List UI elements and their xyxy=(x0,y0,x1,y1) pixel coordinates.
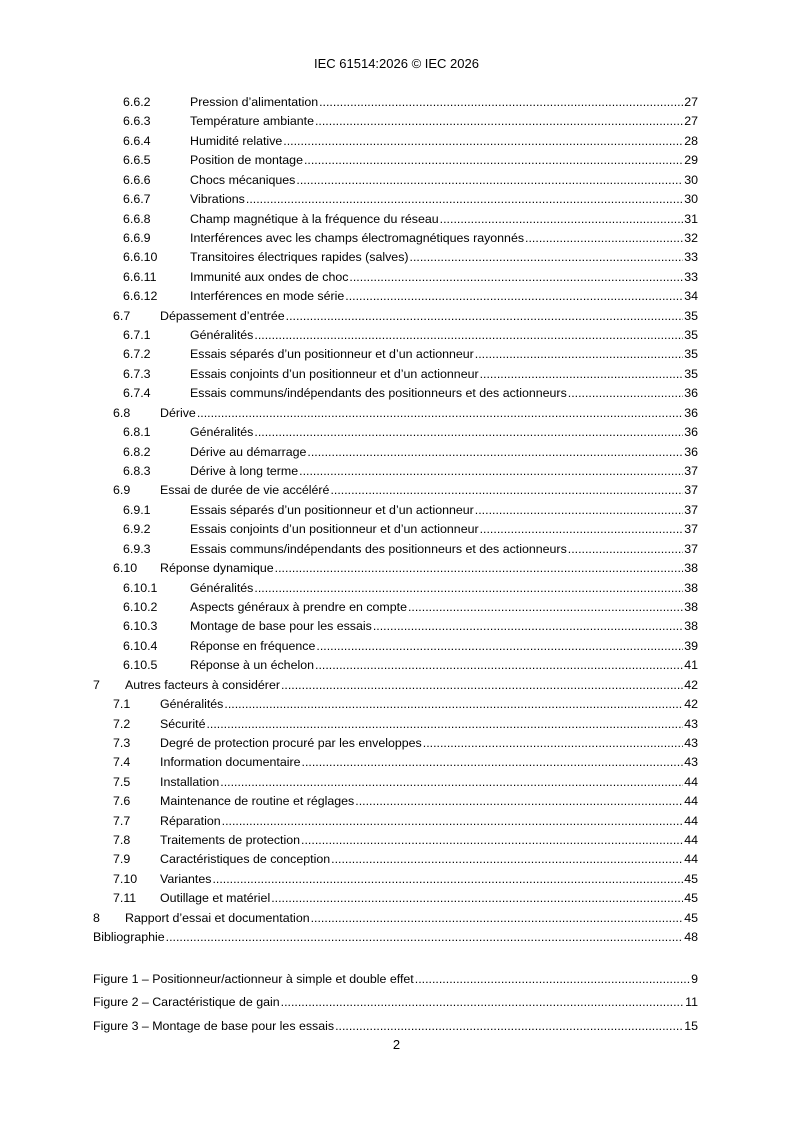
dot-leader xyxy=(311,909,684,928)
toc-entry[interactable] xyxy=(93,501,698,520)
dot-leader xyxy=(316,637,683,656)
dot-leader xyxy=(525,229,683,248)
toc-entry-page: 43 xyxy=(684,755,698,770)
dot-leader xyxy=(475,345,683,364)
dot-leader xyxy=(349,268,683,287)
toc-entry[interactable] xyxy=(93,850,698,869)
toc-entry-page: 44 xyxy=(684,833,698,848)
toc-entry-page: 34 xyxy=(684,289,698,304)
dot-leader xyxy=(302,753,684,772)
toc-entry-title: Essais conjoints d’un positionneur et d’un actionneur xyxy=(190,366,479,381)
toc-entry-title: Dérive à long terme xyxy=(190,464,299,479)
toc-entry[interactable] xyxy=(93,190,698,209)
dot-leader xyxy=(415,968,690,992)
toc-entry-page: 31 xyxy=(684,211,698,226)
toc-entry[interactable] xyxy=(93,617,698,636)
page-number: 2 xyxy=(392,1037,401,1052)
toc-entry-page: 45 xyxy=(684,910,698,925)
toc-entry-number: 6.7 xyxy=(113,308,131,323)
dot-leader xyxy=(568,384,683,403)
toc-entry-page: 27 xyxy=(684,95,698,109)
toc-entry-number: 6.10.2 xyxy=(123,599,158,614)
dot-leader xyxy=(281,676,683,695)
toc-entry[interactable] xyxy=(93,345,698,364)
dot-leader xyxy=(220,773,683,792)
toc-entry[interactable] xyxy=(93,928,698,947)
toc-entry-title: Essais communs/indépendants des positionneurs et des actionneurs xyxy=(190,541,567,556)
toc-entry-title: Autres facteurs à considérer xyxy=(125,677,280,692)
dot-leader xyxy=(224,695,683,714)
toc-entry-number: 7.10 xyxy=(113,871,138,886)
toc-entry-page: 35 xyxy=(684,366,698,381)
toc-entry[interactable] xyxy=(93,151,698,170)
toc-entry-title: Réparation xyxy=(160,813,221,828)
toc-entry-page: 29 xyxy=(684,153,698,168)
dot-leader xyxy=(206,715,683,734)
toc-entry-title: Pression d’alimentation xyxy=(190,95,319,109)
toc-entry-title: Variantes xyxy=(160,871,212,886)
dot-leader xyxy=(222,812,684,831)
list-of-figures xyxy=(93,968,698,1039)
toc-entry-number: 6.9 xyxy=(113,483,131,498)
figure-entry-page: 9 xyxy=(691,971,698,986)
toc-entry-page: 38 xyxy=(684,599,698,614)
toc-entry-number: 6.6.9 xyxy=(123,230,151,245)
dot-leader xyxy=(475,501,683,520)
toc-entry-number: 6.9.1 xyxy=(123,502,151,517)
toc-entry-title: Bibliographie xyxy=(93,930,165,945)
figure-entry-title: Figure 3 – Montage de base pour les essais xyxy=(93,1018,335,1033)
dot-leader xyxy=(254,423,683,442)
toc-entry-number: 7.2 xyxy=(113,716,131,731)
toc-entry-title: Montage de base pour les essais xyxy=(190,619,372,634)
toc-entry[interactable] xyxy=(93,112,698,131)
toc-entry-page: 37 xyxy=(684,522,698,537)
toc-entry[interactable] xyxy=(93,540,698,559)
toc-entry-page: 42 xyxy=(684,677,698,692)
toc-entry-title: Position de montage xyxy=(190,153,303,168)
dot-leader xyxy=(275,559,684,578)
toc-entry[interactable] xyxy=(93,676,698,695)
figure-entry[interactable] xyxy=(93,1015,698,1039)
toc-entry-title: Généralités xyxy=(190,425,254,440)
toc-entry-title: Réponse en fréquence xyxy=(190,638,316,653)
toc-entry-page: 30 xyxy=(684,172,698,187)
toc-entry[interactable] xyxy=(93,637,698,656)
toc-entry-title: Installation xyxy=(160,774,220,789)
toc-entry-page: 30 xyxy=(684,192,698,207)
toc-entry-number: 7 xyxy=(93,677,100,692)
toc-entry-title: Généralités xyxy=(160,697,224,712)
toc-entry-page: 44 xyxy=(684,852,698,867)
toc-entry-page: 45 xyxy=(684,891,698,906)
toc-entry-number: 7.6 xyxy=(113,794,131,809)
dot-leader xyxy=(254,326,683,345)
toc-entry-title: Traitements de protection xyxy=(160,833,301,848)
toc-entry-number: 6.6.11 xyxy=(123,269,157,284)
toc-entry-title: Immunité aux ondes de choc xyxy=(190,269,349,284)
figure-entry[interactable] xyxy=(93,968,698,992)
toc-entry-number: 6.9.2 xyxy=(123,522,151,537)
dot-leader xyxy=(281,991,684,1015)
figure-entry-page: 11 xyxy=(685,995,698,1010)
toc-entry[interactable] xyxy=(93,248,698,267)
toc-entry[interactable] xyxy=(93,870,698,889)
toc-entry[interactable] xyxy=(93,481,698,500)
toc-entry[interactable] xyxy=(93,443,698,462)
toc-entry-page: 37 xyxy=(684,483,698,498)
toc-entry-title: Essais conjoints d’un positionneur et d’un actionneur xyxy=(190,522,479,537)
toc-entry[interactable] xyxy=(93,734,698,753)
toc-entry[interactable] xyxy=(93,520,698,539)
toc-entry-title: Essais communs/indépendants des positionneurs et des actionneurs xyxy=(190,386,567,401)
toc-entry-number: 7.3 xyxy=(113,735,131,750)
toc-entry-title: Maintenance de routine et réglages xyxy=(160,794,355,809)
toc-entry-number: 6.6.8 xyxy=(123,211,151,226)
dot-leader xyxy=(212,870,683,889)
dot-leader xyxy=(254,579,683,598)
toc-entry-title: Température ambiante xyxy=(190,114,314,129)
toc-entry-title: Information documentaire xyxy=(160,755,301,770)
toc-entry-title: Outillage et matériel xyxy=(160,891,271,906)
toc-entry[interactable] xyxy=(93,715,698,734)
toc-entry[interactable] xyxy=(93,656,698,675)
toc-entry-page: 44 xyxy=(684,774,698,789)
toc-entry-title: Généralités xyxy=(190,328,254,343)
toc-entry[interactable] xyxy=(93,93,698,112)
toc-entry-page: 27 xyxy=(684,114,698,129)
toc-entry-page: 35 xyxy=(684,347,698,362)
toc-entry-page: 37 xyxy=(684,464,698,479)
figure-entry-title: Figure 2 – Caractéristique de gain xyxy=(93,995,280,1010)
toc-entry-page: 35 xyxy=(684,308,698,323)
toc-entry-title: Réponse dynamique xyxy=(160,561,274,576)
toc-entry[interactable] xyxy=(93,579,698,598)
toc-entry-number: 6.6.5 xyxy=(123,153,151,168)
toc-entry-title: Aspects généraux à prendre en compte xyxy=(190,599,407,614)
dot-leader xyxy=(299,462,683,481)
toc-entry-title: Interférences avec les champs électromagnétiques rayonnés xyxy=(190,230,525,245)
toc-entry-page: 41 xyxy=(684,658,698,673)
toc-entry[interactable] xyxy=(93,889,698,908)
toc-entry-title: Généralités xyxy=(190,580,254,595)
page-header xyxy=(0,56,793,72)
toc-entry[interactable] xyxy=(93,831,698,850)
toc-entry-number: 6.10 xyxy=(113,561,138,576)
toc-entry-title: Sécurité xyxy=(160,716,206,731)
toc-entry[interactable] xyxy=(93,812,698,831)
toc-entry-title: Rapport d’essai et documentation xyxy=(125,910,310,925)
toc-entry-title: Essai de durée de vie accéléré xyxy=(160,483,330,498)
toc-entry-number: 6.8.1 xyxy=(123,425,151,440)
toc-entry-title: Humidité relative xyxy=(190,133,283,148)
figure-entry-page: 15 xyxy=(684,1018,698,1033)
toc-entry-page: 39 xyxy=(684,638,698,653)
dot-leader xyxy=(440,210,684,229)
toc-entry[interactable] xyxy=(93,559,698,578)
dot-leader xyxy=(301,831,683,850)
toc-entry-page: 43 xyxy=(684,735,698,750)
toc-entry-number: 7.11 xyxy=(113,891,137,906)
toc-entry-number: 7.9 xyxy=(113,852,131,867)
toc-entry[interactable] xyxy=(93,753,698,772)
toc-entry-number: 7.5 xyxy=(113,774,131,789)
dot-leader xyxy=(166,928,684,947)
toc-entry[interactable] xyxy=(93,307,698,326)
toc-entry-number: 6.7.3 xyxy=(123,366,151,381)
toc-entry-number: 6.6.7 xyxy=(123,192,151,207)
toc-entry-number: 6.10.4 xyxy=(123,638,158,653)
toc-entry-page: 36 xyxy=(684,425,698,440)
toc-entry[interactable] xyxy=(93,792,698,811)
toc-entry-page: 48 xyxy=(684,930,698,945)
dot-leader xyxy=(410,248,684,267)
dot-leader xyxy=(315,656,683,675)
dot-leader xyxy=(304,151,683,170)
toc-entry-number: 7.7 xyxy=(113,813,131,828)
toc-entry-number: 7.1 xyxy=(113,697,131,712)
toc-entry-number: 6.8.3 xyxy=(123,464,151,479)
toc-entry[interactable] xyxy=(93,384,698,403)
toc-entry-title: Degré de protection procuré par les enveloppes xyxy=(160,735,422,750)
toc-entry-page: 43 xyxy=(684,716,698,731)
dot-leader xyxy=(355,792,683,811)
dot-leader xyxy=(330,481,683,500)
toc-entry[interactable] xyxy=(93,773,698,792)
toc-entry[interactable] xyxy=(93,268,698,287)
toc-entry[interactable] xyxy=(93,229,698,248)
toc-entry[interactable] xyxy=(93,695,698,714)
dot-leader xyxy=(271,889,683,908)
toc-entry-page: 38 xyxy=(684,580,698,595)
toc-entry-number: 6.6.10 xyxy=(123,250,158,265)
dot-leader xyxy=(480,520,684,539)
page-footer xyxy=(0,1037,793,1053)
toc-entry-page: 37 xyxy=(684,502,698,517)
toc-entry-title: Essais séparés d’un positionneur et d’un actionneur xyxy=(190,347,474,362)
toc-entry[interactable] xyxy=(93,210,698,229)
toc-entry-number: 6.6.6 xyxy=(123,172,151,187)
toc-entry-page: 33 xyxy=(684,269,698,284)
toc-entry-page: 37 xyxy=(684,541,698,556)
dot-leader xyxy=(319,93,683,112)
dot-leader xyxy=(480,365,684,384)
toc-entry-page: 38 xyxy=(684,561,698,576)
dot-leader xyxy=(197,404,683,423)
toc-entry-number: 6.8 xyxy=(113,405,131,420)
toc-entry-title: Interférences en mode série xyxy=(190,289,345,304)
toc-entry[interactable] xyxy=(93,326,698,345)
toc-entry-number: 6.7.4 xyxy=(123,386,151,401)
toc-entry-title: Chocs mécaniques xyxy=(190,172,296,187)
toc-entry[interactable] xyxy=(93,171,698,190)
toc-entry-title: Réponse à un échelon xyxy=(190,658,315,673)
toc-entry-page: 42 xyxy=(684,697,698,712)
toc-entry-number: 6.6.2 xyxy=(123,95,151,109)
toc-entry-number: 6.7.2 xyxy=(123,347,151,362)
toc-entry[interactable] xyxy=(93,287,698,306)
dot-leader xyxy=(345,287,683,306)
toc-entry-number: 8 xyxy=(93,910,100,925)
toc-entry-number: 6.6.4 xyxy=(123,133,151,148)
dot-leader xyxy=(423,734,683,753)
toc-entry-page: 33 xyxy=(684,250,698,265)
toc-entry[interactable] xyxy=(93,423,698,442)
toc-entry-title: Champ magnétique à la fréquence du réseau xyxy=(190,211,439,226)
toc-entry-number: 7.4 xyxy=(113,755,131,770)
toc-entry-page: 44 xyxy=(684,794,698,809)
toc-entry-title: Caractéristiques de conception xyxy=(160,852,331,867)
toc-entry-number: 7.8 xyxy=(113,833,131,848)
toc-entry-page: 28 xyxy=(684,133,698,148)
toc-entry-number: 6.6.12 xyxy=(123,289,158,304)
toc-entry[interactable] xyxy=(93,365,698,384)
toc-entry-number: 6.7.1 xyxy=(123,328,151,343)
dot-leader xyxy=(315,112,683,131)
toc-entry-number: 6.10.3 xyxy=(123,619,158,634)
toc-entry-page: 36 xyxy=(684,444,698,459)
dot-leader xyxy=(568,540,683,559)
toc-entry[interactable] xyxy=(93,598,698,617)
toc-entry-number: 6.9.3 xyxy=(123,541,151,556)
toc-entry[interactable] xyxy=(93,132,698,151)
dot-leader xyxy=(408,598,683,617)
toc-entry-number: 6.10.1 xyxy=(123,580,158,595)
toc-entry-number: 6.6.3 xyxy=(123,114,151,129)
toc-entry-page: 38 xyxy=(684,619,698,634)
toc-entry-title: Transitoires électriques rapides (salves) xyxy=(190,250,409,265)
toc-entry-title: Vibrations xyxy=(190,192,245,207)
dot-leader xyxy=(335,1015,683,1039)
figure-entry[interactable] xyxy=(93,991,698,1015)
document-title: IEC 61514:2026 © IEC 2026 xyxy=(314,56,479,71)
toc-entries xyxy=(93,93,698,948)
toc-entry-page: 35 xyxy=(684,328,698,343)
dot-leader xyxy=(296,171,683,190)
toc-entry-title: Dérive au démarrage xyxy=(190,444,307,459)
toc-entry-number: 6.10.5 xyxy=(123,658,158,673)
dot-leader xyxy=(307,443,683,462)
toc-entry[interactable] xyxy=(93,909,698,928)
toc-entry[interactable] xyxy=(93,404,698,423)
toc-entry-page: 36 xyxy=(684,405,698,420)
toc-entry-title: Dérive xyxy=(160,405,196,420)
toc-entry-page: 45 xyxy=(684,871,698,886)
toc-entry-number: 6.8.2 xyxy=(123,444,151,459)
toc-entry[interactable] xyxy=(93,462,698,481)
toc-entry-title: Dépassement d’entrée xyxy=(160,308,285,323)
figure-entry-title: Figure 1 – Positionneur/actionneur à simple et double effet xyxy=(93,971,414,986)
dot-leader xyxy=(246,190,683,209)
toc-entry-page: 36 xyxy=(684,386,698,401)
toc-entry-page: 32 xyxy=(684,230,698,245)
dot-leader xyxy=(286,307,684,326)
dot-leader xyxy=(283,132,683,151)
dot-leader xyxy=(373,617,683,636)
toc-entry-title: Essais séparés d’un positionneur et d’un actionneur xyxy=(190,502,474,517)
toc-entry-page: 44 xyxy=(684,813,698,828)
dot-leader xyxy=(331,850,683,869)
table-of-contents xyxy=(93,93,698,1038)
